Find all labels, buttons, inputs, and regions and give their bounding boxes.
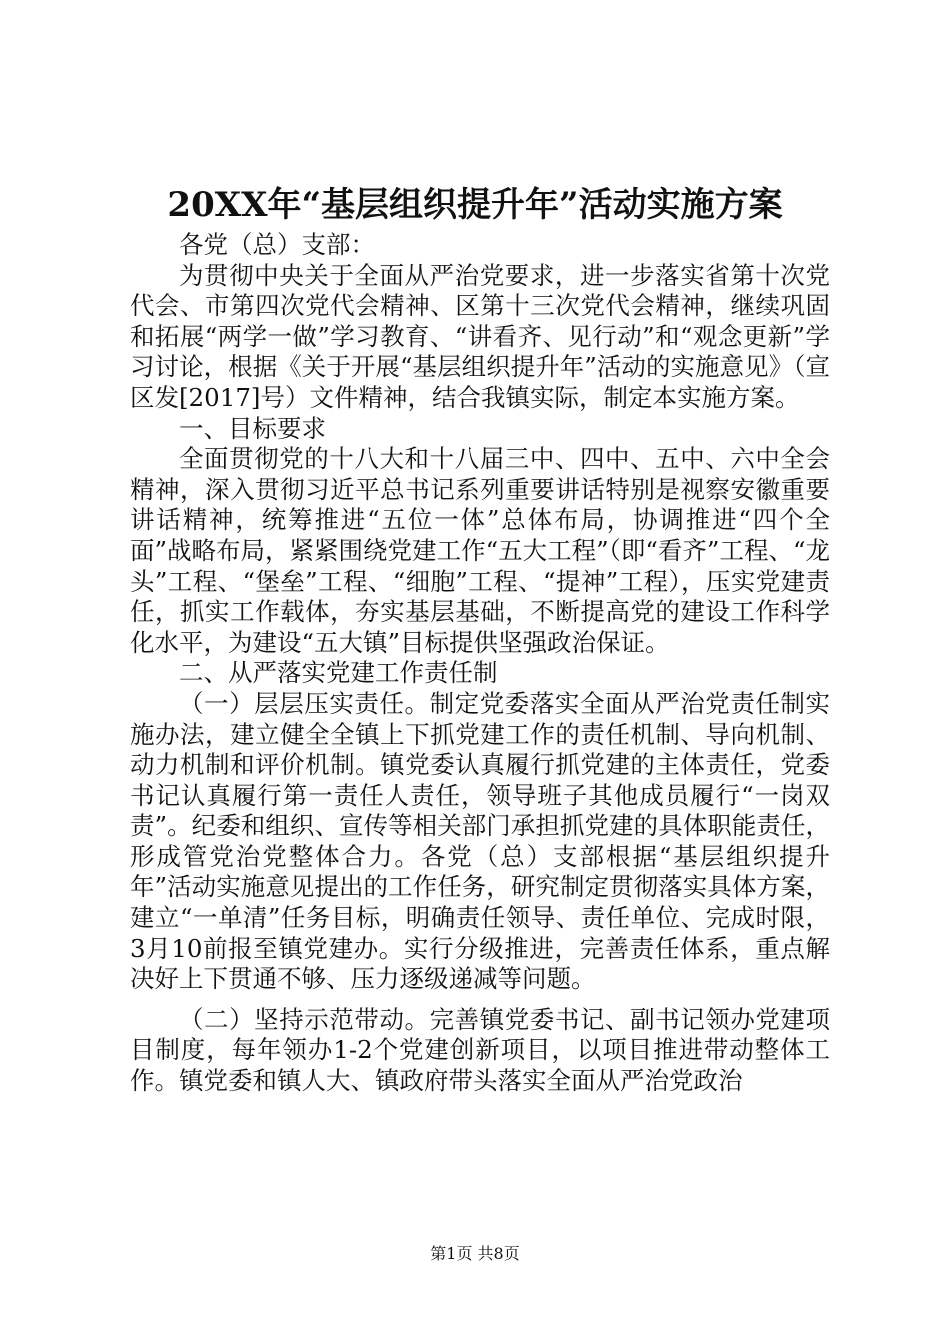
paragraph-goals: 全面贯彻党的十八大和十八届三中、四中、五中、六中全会精神，深入贯彻习近平总书记系列重要讲话特别是视察安徽重要讲话精神，统筹推进“五位一体”总体布局，协调推进“四个全面”战略布局，紧紧围绕党建工作“五大工程”（即“看齐”工程、“龙头”工程、“堡垒”工程、“细胞”工程、“提神”工程），压实党建责任，抓实工作载体，夯实基层基础，不断提高党的建设工作科学化水平，为建设“五大镇”目标提供坚强政治保证。 [130, 444, 830, 657]
paragraph-responsibility-2: （二）坚持示范带动。完善镇党委书记、副书记领办党建项目制度，每年领办1-2个党建创新项目，以项目推进带动整体工作。镇党委和镇人大、镇政府带头落实全面从严治党政治 [130, 1004, 830, 1096]
paragraph-responsibility-1: （一）层层压实责任。制定党委落实全面从严治党责任制实施办法，建立健全全镇上下抓党建工作的责任机制、导向机制、动力机制和评价机制。镇党委认真履行抓党建的主体责任，党委书记认真履行第一责任人责任，领导班子其他成员履行“一岗双责”。纪委和组织、宣传等相关部门承担抓党建的具体职能责任，形成管党治党整体合力。各党（总）支部根据“基层组织提升年”活动实施意见提出的工作任务，研究制定贯彻落实具体方案，建立“一单清”任务目标，明确责任领导、责任单位、完成时限，3月10前报至镇党建办。实行分级推进，完善责任体系，重点解决好上下贯通不够、压力逐级递减等问题。 [130, 688, 830, 994]
salutation: 各党（总）支部： [179, 230, 375, 259]
section-heading-responsibility: 二、从严落实党建工作责任制 [179, 658, 498, 688]
document-body [130, 230, 830, 1097]
page-footer: 第1页 共8页 [430, 1244, 520, 1263]
paragraph-intro: 为贯彻中央关于全面从严治党要求，进一步落实省第十次党代会、市第四次党代会精神、区第十三次党代会精神，继续巩固和拓展“两学一做”学习教育、“讲看齐、见行动”和“观念更新”学习讨论，根据《关于开展“基层组织提升年”活动的实施意见》（宣区发[2017]号）文件精神，结合我镇实际，制定本实施方案。 [130, 260, 830, 412]
section-heading-goals: 一、目标要求 [179, 413, 326, 443]
document-title: 20XX年“基层组织提升年”活动实施方案 [167, 185, 783, 225]
